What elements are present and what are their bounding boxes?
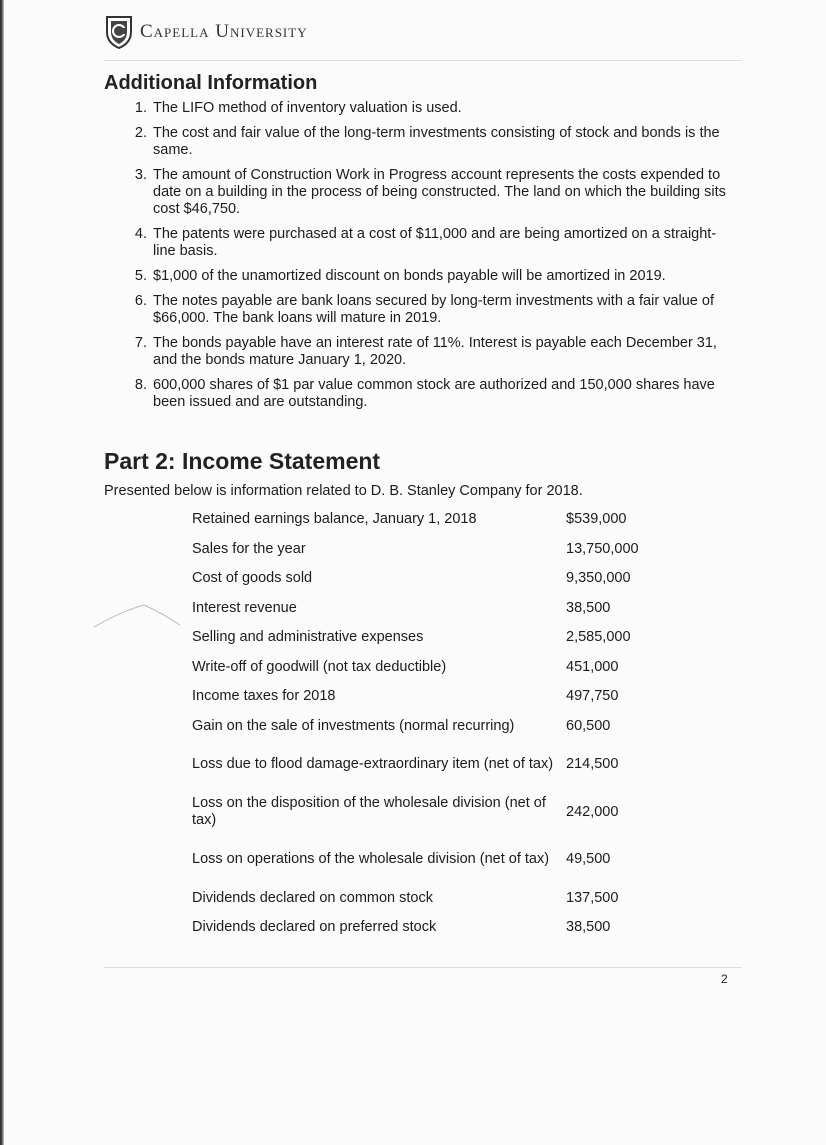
list-item: [104, 100, 744, 117]
additional-info-list: [104, 100, 744, 419]
table-row: [186, 913, 662, 943]
item-number: 2.: [134, 125, 147, 141]
page-number: 2: [721, 972, 728, 986]
financial-data-table: [186, 505, 662, 943]
row-amount: 49,500: [566, 851, 611, 868]
table-row: [186, 884, 662, 914]
list-item: [104, 293, 744, 327]
item-text: The patents were purchased at a cost of $11,000 and are being amortized on a straight-line basis.: [153, 226, 717, 259]
table-row: [186, 564, 662, 594]
item-text: The amount of Construction Work in Progress account represents the costs expended to date on a building in the process of being constructed. The land on which the building sits cost $46,750.: [153, 167, 726, 217]
row-amount: 38,500: [566, 919, 611, 936]
row-amount: 9,350,000: [566, 570, 631, 587]
row-label: Dividends declared on preferred stock: [192, 919, 437, 936]
row-amount: $539,000: [566, 511, 627, 528]
table-row: [186, 505, 662, 535]
item-text: The bonds payable have an interest rate of 11%. Interest is payable each December 31, and the bonds mature January 1, 2020.: [153, 335, 717, 368]
table-row: [186, 594, 662, 624]
item-text: The cost and fair value of the long-term investments consisting of stock and bonds is the same.: [153, 125, 720, 158]
additional-info-heading: Additional Information: [104, 72, 318, 94]
row-label: Write-off of goodwill (not tax deductible): [192, 658, 447, 675]
row-label: Loss on operations of the wholesale division (net of tax): [192, 851, 550, 868]
item-number: 3.: [134, 167, 147, 183]
row-label: Loss due to flood damage-extraordinary item (net of tax): [192, 756, 554, 773]
table-row: [186, 741, 662, 789]
row-amount: 497,750: [566, 688, 619, 705]
row-amount: 137,500: [566, 889, 619, 906]
row-label: Sales for the year: [192, 540, 306, 557]
list-item: [104, 226, 744, 260]
list-item: [104, 167, 744, 218]
table-row: [186, 682, 662, 712]
row-amount: 60,500: [566, 717, 611, 734]
scan-edge-shadow: [0, 0, 4, 1145]
row-amount: 38,500: [566, 599, 611, 616]
item-number: 7.: [134, 335, 147, 351]
table-row: [186, 836, 662, 884]
row-amount: 13,750,000: [566, 540, 639, 557]
row-label: Cost of goods sold: [192, 570, 313, 587]
row-label: Selling and administrative expenses: [192, 629, 424, 646]
item-text: The LIFO method of inventory valuation is used.: [153, 100, 462, 116]
header-divider: [104, 60, 742, 61]
item-text: The notes payable are bank loans secured by long-term investments with a fair value of $66,000. The bank loans will mature in 2019.: [153, 293, 714, 326]
item-number: 5.: [134, 268, 147, 284]
row-amount: 2,585,000: [566, 629, 631, 646]
item-number: 1.: [134, 100, 147, 116]
page-header: [104, 12, 308, 52]
table-row: [186, 623, 662, 653]
list-item: [104, 335, 744, 369]
table-row: [186, 535, 662, 565]
footer-divider: [104, 967, 742, 968]
row-label: Dividends declared on common stock: [192, 889, 433, 906]
list-item: [104, 377, 744, 411]
item-text: $1,000 of the unamortized discount on bonds payable will be amortized in 2019.: [153, 268, 666, 284]
item-number: 4.: [134, 226, 147, 242]
intro-text: Presented below is information related to D. B. Stanley Company for 2018.: [104, 483, 583, 499]
list-item: [104, 268, 744, 285]
row-amount: 451,000: [566, 658, 619, 675]
table-row: [186, 653, 662, 683]
row-label: Income taxes for 2018: [192, 688, 336, 705]
item-number: 6.: [134, 293, 147, 309]
row-amount: 214,500: [566, 756, 619, 773]
income-statement-heading: Part 2: Income Statement: [104, 448, 381, 474]
brand-name: Capella University: [140, 21, 308, 42]
shield-c-icon: [104, 14, 134, 50]
row-label: Loss on the disposition of the wholesale division (net of tax): [192, 795, 546, 829]
row-label: Retained earnings balance, January 1, 2018: [192, 511, 477, 528]
table-row: [186, 712, 662, 742]
table-row: [186, 789, 662, 837]
list-item: [104, 125, 744, 159]
item-number: 8.: [134, 377, 147, 393]
scan-mark: [92, 603, 182, 631]
row-label: Gain on the sale of investments (normal recurring): [192, 717, 515, 734]
row-amount: 242,000: [566, 803, 619, 820]
row-label: Interest revenue: [192, 599, 297, 616]
item-text: 600,000 shares of $1 par value common stock are authorized and 150,000 shares have been issued and are outstanding.: [153, 377, 715, 410]
